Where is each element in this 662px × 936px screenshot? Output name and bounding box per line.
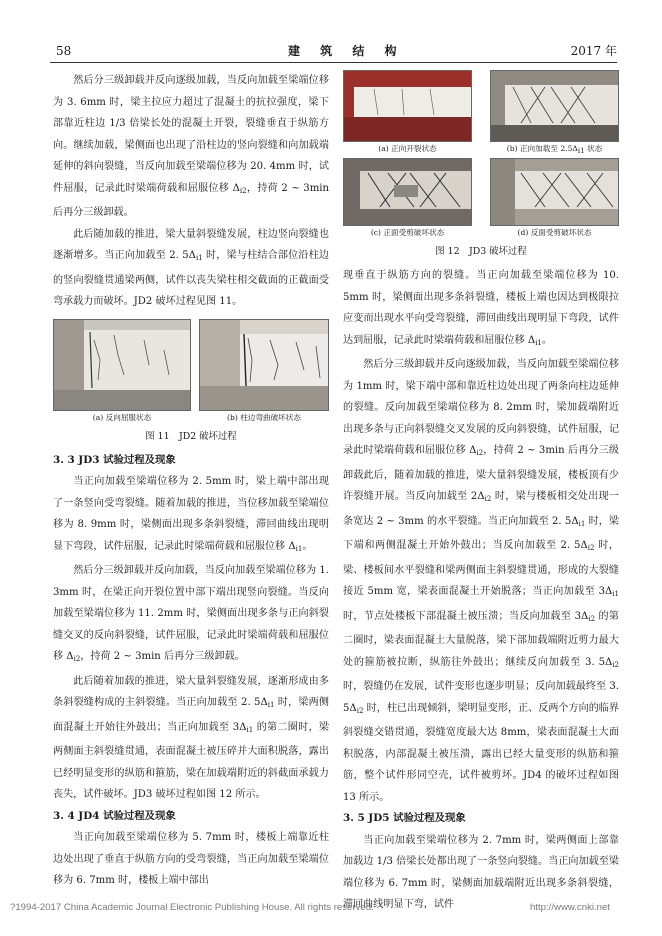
photo-forward-cracking bbox=[343, 70, 472, 142]
photo-front-shear-failure bbox=[343, 158, 472, 226]
subcaption: (b) 正向加载至 $2.5\Delta_{i1}$ 状态 bbox=[506, 144, 603, 155]
left-column bbox=[53, 70, 329, 892]
paragraph: 当正向加载至梁端位移为 2. 7mm 时，梁两侧面上部靠加载边 1/3 倍梁长处都出现了一条竖向裂缝。当正向加载至梁端位移为 6. 7mm 时，梁侧面加载端附近出现多条斜裂缝，滞回曲线明显下弯，试件 bbox=[343, 834, 619, 910]
running-header bbox=[50, 42, 617, 62]
right-column bbox=[343, 70, 619, 916]
journal-name: 建 筑 结 构 bbox=[288, 44, 405, 58]
section-heading: 3. 3 JD3 试验过程及现象 bbox=[53, 453, 176, 466]
figure-12c bbox=[343, 158, 472, 240]
figure-caption: 图 12 JD3 破坏过程 bbox=[435, 246, 527, 257]
subcaption: (c) 正面受剪破坏状态 bbox=[370, 228, 445, 237]
photo-forward-2-5-delta bbox=[490, 70, 619, 142]
paragraph: 此后随着加载的推进，梁大量斜裂缝发展，逐渐形成由多条斜裂缝构成的主斜裂缝。当正向加载至 2. $5\Delta_{i1}$ 时，梁两侧面混凝土开始往外鼓出；当正向加载至 $3\Delta_{i1}$ 的第二圈时，梁两侧面主斜裂缝贯通，表面混凝土被压碎并大面积脱落，露出已经明显变形的纵筋和箍筋，梁在加载端附近的斜截面承载力丧失，试件破坏。JD3 破坏过程如图 12 所示。 bbox=[53, 675, 330, 800]
figure-12d bbox=[490, 158, 619, 240]
figure-12b bbox=[490, 70, 619, 158]
subcaption: (a) 正向开裂状态 bbox=[378, 144, 437, 153]
photo-column-bending-failure bbox=[199, 319, 329, 411]
paragraph: 然后分三级卸载并反向加载，当反向加载至梁端位移为 1. 3mm 时，在梁正向开裂位置中部下端出现竖向裂缝。当反向加载至梁端位移为 11. 2mm 时，梁侧面出现多条与正向斜裂缝交叉的反向斜裂缝，试件屈服，记录此时梁端荷载和屈服位移 $\Delta_{i2}$，持荷 2 ~ 3min 后再分三级卸载。 bbox=[53, 565, 329, 663]
subcaption: (a) 反向屈服状态 bbox=[92, 412, 152, 422]
figure-11 bbox=[53, 319, 329, 425]
paragraph: 然后分三级卸载并反向逐级加载，当反向加载至梁端位移为 3. 6mm 时，梁主拉应力超过了混凝土的抗拉强度，梁下部靠近柱边 1/3 倍梁长处的混凝土开裂，裂缝垂直于纵筋方向。继续加载，梁侧面也出现了沿柱边的竖向裂缝和向加载端延伸的斜向裂缝，当反向加载至梁端位移为 20. 4mm 时，试件屈服，记录此时梁端荷载和屈服位移 $\Delta_{i2}$，持荷 2 ~ 3min 后再分三级卸载。 bbox=[53, 75, 329, 218]
publisher-link[interactable]: http://www.cnki.net bbox=[530, 902, 610, 913]
section-heading: 3. 4 JD4 试验过程及现象 bbox=[53, 809, 176, 822]
paragraph: 当正向加载至梁端位移为 5. 7mm 时，楼板上端靠近柱边处出现了垂直于纵筋方向的受弯裂缝，当正向加载至梁端位移为 6. 7mm 时，楼板上端中部出 bbox=[53, 832, 329, 886]
paragraph: 然后分三级卸载并反向逐级加载，当反向加载至梁端位移为 1mm 时，梁下端中部和靠近柱边处出现了两条向柱边延伸的裂缝。反向加载至梁端位移为 8. 2mm 时，梁加载端附近出现多条与正向斜裂缝交叉发展的反向斜裂缝，试件屈服，记录此时梁端荷载和屈服位移 $\Delta_{i2}$，持荷 2 ~ 3min 后再分三级卸载此后，随着加载的推进，梁大量斜裂缝发展，楼板顶有少许裂缝开展。当反向加载至 $2\Delta_{i2}$ 时，梁与楼板相交处出现一条宽达 2 ~ 3mm 的水平裂缝。当正向加载至 2. $5\Delta_{i1}$ 时，梁下端和两侧混凝土开始外鼓出；当反向加载至 2. $5\Delta_{i2}$ 时，梁、楼板间水平裂缝和梁两侧面主斜裂缝贯通，形成的大裂缝接近 5mm 宽，梁表面混凝土开始脱落；当正向加载至 $3\Delta_{i1}$ 时，节点处楼板下部混凝土被压溃；当反向加载至 $3\Delta_{i2}$ 的第二圈时，梁表面混凝土大量脱落，梁下部加载端附近剪力最大处的箍筋被拉断，纵筋往外鼓出；继续反向加载至 3. $5\Delta_{i2}$ 时，裂缝仍在发展，试件变形也逐步明显；反向加载最终至 3. $5\Delta_{i2}$ 时，柱已出现倾斜，梁明显变形，正、反两个方向的临界斜裂缝交错贯通，裂缝宽度最大达 8mm，梁表面混凝土大面积脱落，内部混凝土被压溃，露出已经大量变形的纵筋和箍筋，整个试件形同空壳，试件被剪坏。JD4 的破坏过程如图 13 所示。 bbox=[343, 359, 619, 803]
figure-12 bbox=[343, 70, 619, 240]
subcaption: (b) 柱边弯曲破坏状态 bbox=[227, 412, 301, 422]
section-heading: 3. 5 JD5 试验过程及现象 bbox=[343, 812, 466, 824]
figure-caption: 图 11 JD2 破坏过程 bbox=[145, 430, 237, 442]
figure-11a bbox=[53, 319, 191, 425]
page-number: 58 bbox=[56, 44, 72, 58]
subcaption: (d) 反面受剪破坏状态 bbox=[517, 228, 592, 237]
header-rule bbox=[50, 62, 617, 63]
figure-11b bbox=[199, 319, 329, 425]
issue-year: 2017 年 bbox=[570, 44, 617, 58]
paragraph: 当正向加载至梁端位移为 2. 5mm 时，梁上端中部出现了一条竖向受弯裂缝。随着加载的推进，当位移加载至梁端位移为 8. 9mm 时，梁侧面出现多条斜裂缝，滞回曲线出现明显下弯段，试件屈服，记录此时梁端荷载和屈服位移 $\Delta_{i1}$。 bbox=[53, 476, 329, 553]
copyright-notice: ?1994-2017 China Academic Journal Electronic Publishing House. All rights reserved. bbox=[10, 902, 374, 913]
figure-12a bbox=[343, 70, 472, 158]
photo-back-shear-failure bbox=[490, 158, 619, 226]
paragraph: 现垂直于纵筋方向的裂缝。当正向加载至梁端位移为 10. 5mm 时，梁侧面出现多条斜裂缝，楼板上端也因达到极限拉应变而出现水平向受弯裂缝，滞回曲线出现明显下弯段，试件达到屈服，记录此时梁端荷载和屈服位移 $\Delta_{i1}$。 bbox=[343, 270, 619, 347]
paragraph: 此后随加载的推进，梁大量斜裂缝发展，柱边竖向裂缝也逐渐增多。当正向加载至 2. $5\Delta_{i1}$ 时，梁与柱结合部位沿柱边的竖向裂缝贯通梁两侧，试件以丧失梁柱相交截面的正截面受弯承载力而破坏。JD2 破坏过程见图 11。 bbox=[53, 228, 329, 307]
photo-reverse-yield bbox=[53, 319, 191, 411]
